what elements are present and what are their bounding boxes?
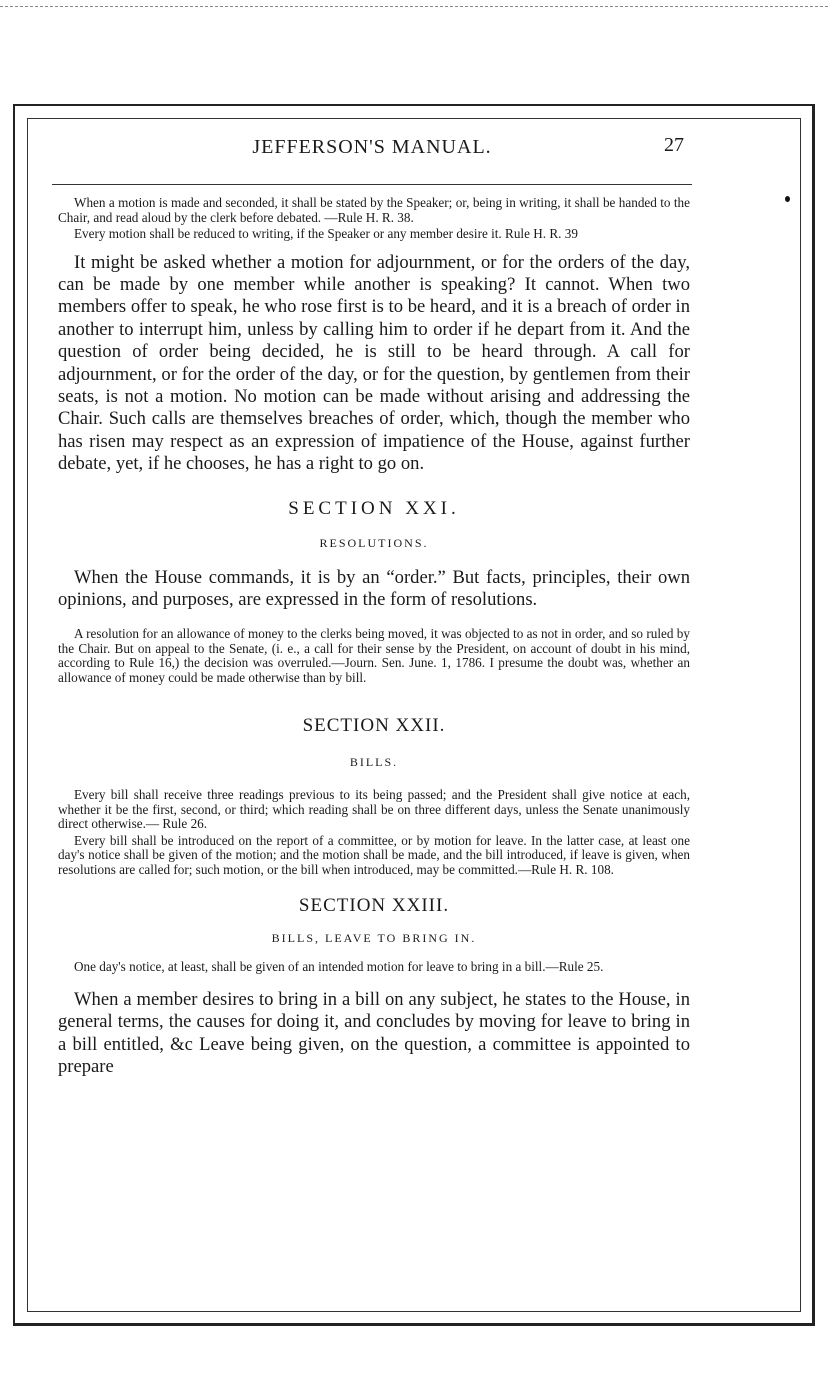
section-21-title: SECTION XXI.	[288, 497, 460, 519]
paragraph-adjournment: It might be asked whether a motion for adjournment, or for the orders of the day, can be made by one member while another is speaking? It cannot. When two members offer to speak, he who rose first is to be heard, and it is a breach of order in another to interrupt him, unless by calling him to order if he depart from it. And the question of order being decided, he is still to be heard through. A call for adjournment, or for the order of the day, or for the question, by gentlemen from their seats, is not a motion. No motion can be made without arising and addressing the Chair. Such calls are themselves breaches of order, which, though the member who has risen may respect as an expression of impatience of the House, against further debate, yet, if he chooses, he has a right to go on.	[58, 251, 690, 475]
section-22-title: SECTION XXII.	[302, 715, 446, 737]
section-23-note: One day's notice, at least, shall be given of an intended motion for leave to bring in a bill.—Rule 25.	[74, 959, 604, 975]
header-rule	[52, 184, 692, 185]
note-rule-39: Every motion shall be reduced to writing, if the Speaker or any member desire it. Rule H. R. 39	[74, 226, 578, 241]
section-22-subtitle: BILLS.	[349, 755, 399, 770]
running-head: JEFFERSON'S MANUAL.	[252, 136, 492, 158]
section-23-subtitle: BILLS, LEAVE TO BRING IN.	[271, 931, 477, 946]
section-21-paragraph: When the House commands, it is by an “order.” But facts, principles, their own opinions, and purposes, are expressed in the form of resolutions.	[58, 566, 690, 610]
top-dashed-rule	[0, 6, 828, 7]
section-22-note-readings: Every bill shall receive three readings previous to its being passed; and the President shall give notice at each, whether it be the first, second, or third; which reading shall be on three different days, unless the Senate unanimously direct otherwise.— Rule 26.	[58, 787, 690, 832]
page-header	[52, 136, 692, 166]
note-rule-38: When a motion is made and seconded, it shall be stated by the Speaker; or, being in writing, it shall be handed to the Chair, and read aloud by the clerk before debated. —Rule H. R. 38.	[58, 195, 690, 225]
section-21-note: A resolution for an allowance of money to the clerks being moved, it was objected to as not in order, and so ruled by the Chair. But on appeal to the Senate, (i. e., a call for their sense by the President, on account of doubt in his mind, according to Rule 16,) the decision was overruled.—Journ. Sen. June. 1, 1786. I presume the doubt was, whether an allowance of money could be made otherwise than by bill.	[58, 626, 690, 685]
section-22-note-introduction: Every bill shall be introduced on the report of a committee, or by motion for leave. In the latter case, at least one day's notice shall be given of the motion; and the motion shall be made, and the bill introduced, if leave is given, when resolutions are called for; such motion, or the bill when introduced, may be committed.—Rule H. R. 108.	[58, 832, 690, 877]
section-23-title: SECTION XXIII.	[298, 895, 450, 917]
section-21-subtitle: RESOLUTIONS.	[319, 535, 429, 550]
page-number: 27	[664, 134, 684, 156]
ink-spot	[785, 196, 790, 202]
section-23-paragraph: When a member desires to bring in a bill on any subject, he states to the House, in general terms, the causes for doing it, and concludes by moving for leave to bring in a bill entitled, &c Leave being given, on the question, a committee is appointed to prepare	[58, 988, 690, 1078]
page-body	[58, 192, 690, 1079]
